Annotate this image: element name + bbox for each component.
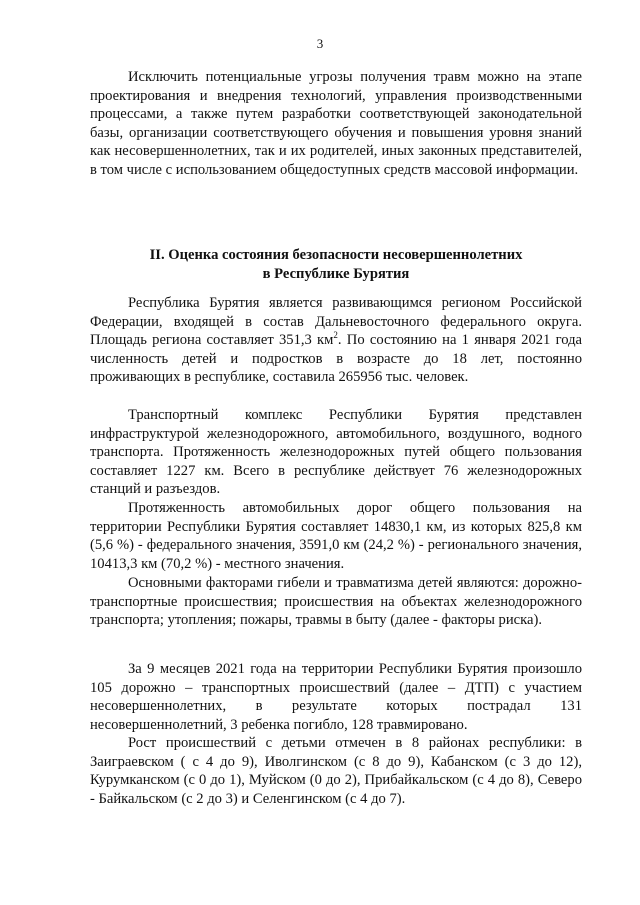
page-number: 3 [316,36,324,51]
heading-line-1: II. Оценка состояния безопасности несовершеннолетних [149,247,523,263]
paragraph-text: Исключить потенциальные угрозы получения травм можно на этапе проектирования и внедрения технологий, управления производственными процессами, а также путем разработки соответствующей законодательной базы, организации соответствующего обучения и повышения уровня знаний как несовершеннолетних, так и их родителей, иных законных представителей, в том числе с использованием общедоступных средств массовой информации. [90,69,582,178]
paragraph-text: Рост происшествий с детьми отмечен в 8 районах республики: в Заиграевском ( с 4 до 9), Иволгинском (с 8 до 9), Кабанском (с 3 до 12), Курумканском (с 0 до 1), Муйском (0 до 2), Прибайкальском (с 4 до 8), Северо - Байкальском (с 2 до 3) и Селенгинском (с 4 до 7). [90,735,582,807]
paragraph-dtp [90,660,582,734]
paragraph-roads [90,499,582,573]
region-sup: 2 [333,330,338,341]
paragraph-injury-prevention [90,68,582,180]
region-text-a: Республика Бурятия является развивающимся регионом Российской Федерации, входящей в состав Дальневосточного федерального округа. Площадь региона составляет 351,3 км [90,295,582,349]
region-text-b: . По состоянию на 1 января 2021 года численность детей и подростков в возрасте до 18 лет, постоянно проживающих в республике, составила 265956 тыс. человек. [90,332,582,386]
section-heading [90,246,582,283]
paragraph-text: За 9 месяцев 2021 года на территории Республики Бурятия произошло 105 дорожно – транспортных происшествий (далее – ДТП) с участием несовершеннолетних, в результате которых пострадал 131 несовершеннолетний, 3 ребенка погибло, 128 травмировано. [90,661,582,733]
heading-line-2: в Республике Бурятия [262,265,410,282]
paragraph-text: Основными факторами гибели и травматизма детей являются: дорожно-транспортные происшествия; происшествия на объектах железнодорожного транспорта; утопления; пожары, травмы в быту (далее - факторы риска). [90,575,582,629]
paragraph-region [90,294,582,387]
paragraph-transport [90,406,582,499]
paragraph-risk-factors [90,574,582,630]
paragraph-text: Протяженность автомобильных дорог общего пользования на территории Республики Бурятия составляет 14830,1 км, из которых 825,8 км (5,6 %) - федерального значения, 3591,0 км (24,2 %) - регионального значения, 10413,3 км (70,2 %) - местного значения. [90,500,582,572]
paragraph-districts [90,734,582,808]
paragraph-text: Транспортный комплекс Республики Бурятия представлен инфраструктурой железнодорожного, автомобильного, воздушного, водного транспорта. Протяженность железнодорожных путей общего пользования составляет 1227 км. Всего в республике действует 76 железнодорожных станций и разъездов. [90,407,582,498]
